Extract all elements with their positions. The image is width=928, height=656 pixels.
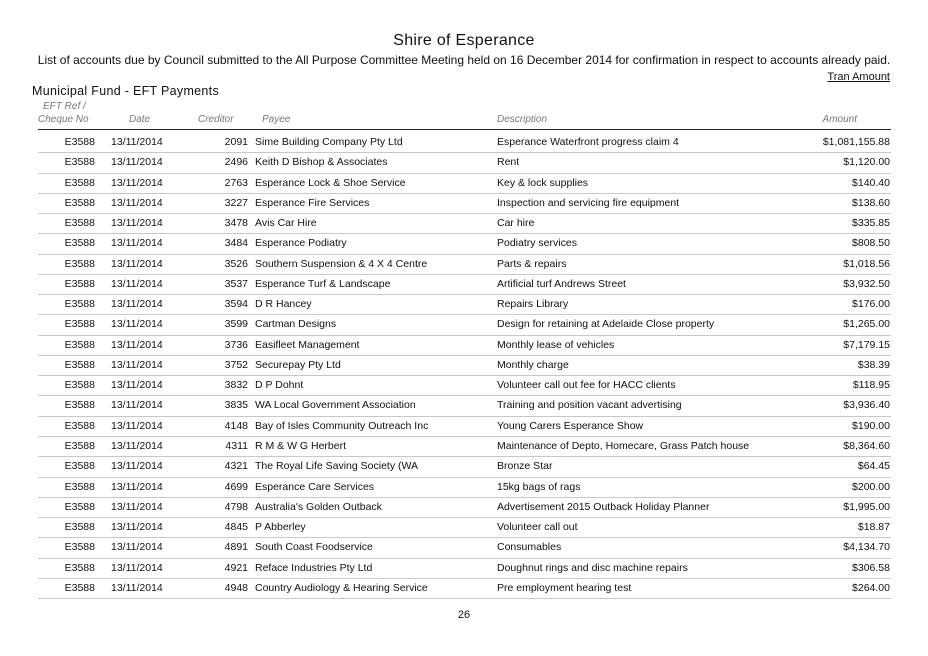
payee-cell: Easifleet Management xyxy=(255,338,360,351)
description-cell: Young Carers Esperance Show xyxy=(497,419,644,432)
cheque-no-cell: E3588 xyxy=(64,521,95,534)
cheque-no-cell: E3588 xyxy=(64,358,95,371)
date-cell: 13/11/2014 xyxy=(111,521,163,534)
creditor-cell: 3835 xyxy=(224,399,248,412)
payee-cell: Keith D Bishop & Associates xyxy=(255,156,388,169)
date-cell: 13/11/2014 xyxy=(111,196,163,209)
table-row xyxy=(0,579,928,599)
creditor-cell: 2091 xyxy=(224,136,248,148)
amount-cell: $7,179.15 xyxy=(843,338,890,351)
description-cell: Volunteer call out fee for HACC clients xyxy=(497,379,676,392)
cheque-no-cell: E3588 xyxy=(64,399,95,412)
cheque-no-cell: E3588 xyxy=(64,257,95,270)
creditor-cell: 3227 xyxy=(224,196,248,209)
table-row xyxy=(0,538,928,558)
amount-cell: $138.60 xyxy=(852,196,890,209)
payee-cell: Reface Industries Pty Ltd xyxy=(255,561,373,574)
cheque-no-cell: E3588 xyxy=(64,176,95,189)
amount-cell: $118.95 xyxy=(852,379,890,392)
cheque-no-cell: E3588 xyxy=(64,217,95,230)
table-row xyxy=(0,275,928,295)
amount-cell: $8,364.60 xyxy=(843,439,890,452)
cheque-no-cell: E3588 xyxy=(64,298,95,311)
creditor-cell: 4798 xyxy=(224,500,248,513)
amount-cell: $1,081,155.88 xyxy=(822,136,890,148)
tran-amount-label: Tran Amount xyxy=(827,71,890,83)
payee-cell: South Coast Foodservice xyxy=(255,541,373,554)
table-row xyxy=(0,559,928,579)
payee-cell: R M & W G Herbert xyxy=(255,439,347,452)
date-cell: 13/11/2014 xyxy=(111,399,163,412)
cheque-no-cell: E3588 xyxy=(64,318,95,331)
date-cell: 13/11/2014 xyxy=(111,257,163,270)
date-cell: 13/11/2014 xyxy=(111,500,163,513)
page-number: 26 xyxy=(457,609,471,621)
amount-cell: $1,120.00 xyxy=(843,156,890,169)
creditor-cell: 3484 xyxy=(224,237,248,250)
fund-heading: Municipal Fund - EFT Payments xyxy=(32,84,220,98)
date-cell: 13/11/2014 xyxy=(111,136,163,148)
date-cell: 13/11/2014 xyxy=(111,237,163,250)
cheque-no-cell: E3588 xyxy=(64,156,95,169)
cheque-no-cell: E3588 xyxy=(64,196,95,209)
payee-cell: Esperance Turf & Landscape xyxy=(255,277,391,290)
creditor-cell: 3752 xyxy=(224,358,248,371)
amount-cell: $200.00 xyxy=(852,480,890,493)
amount-cell: $335.85 xyxy=(852,217,890,230)
description-cell: Pre employment hearing test xyxy=(497,581,632,594)
date-cell: 13/11/2014 xyxy=(111,439,163,452)
column-header-amount: Amount xyxy=(822,114,857,125)
date-cell: 13/11/2014 xyxy=(111,277,163,290)
creditor-cell: 4321 xyxy=(224,460,248,473)
cheque-no-cell: E3588 xyxy=(64,419,95,432)
amount-cell: $306.58 xyxy=(852,561,890,574)
amount-cell: $64.45 xyxy=(857,460,890,473)
payee-cell: P Abberley xyxy=(255,521,306,534)
table-row xyxy=(0,133,928,153)
cheque-no-cell: E3588 xyxy=(64,237,95,250)
description-cell: Artificial turf Andrews Street xyxy=(497,277,626,290)
cheque-no-cell: E3588 xyxy=(64,338,95,351)
creditor-cell: 3526 xyxy=(224,257,248,270)
payee-cell: Southern Suspension & 4 X 4 Centre xyxy=(255,257,428,270)
date-cell: 13/11/2014 xyxy=(111,379,163,392)
creditor-cell: 4845 xyxy=(224,521,248,534)
page-title: Shire of Esperance xyxy=(393,32,535,49)
description-cell: Car hire xyxy=(497,217,535,230)
report-subtitle: List of accounts due by Council submitted to the All Purpose Committee Meeting held on 16 December 2014 for confirmation in respect to accounts already paid. xyxy=(37,53,891,67)
payee-cell: Esperance Care Services xyxy=(255,480,375,493)
table-row xyxy=(0,518,928,538)
cheque-no-cell: E3588 xyxy=(64,379,95,392)
table-row xyxy=(0,417,928,437)
payee-cell: D P Dohnt xyxy=(255,379,304,392)
description-cell: 15kg bags of rags xyxy=(497,480,581,493)
date-cell: 13/11/2014 xyxy=(111,358,163,371)
description-cell: Maintenance of Depto, Homecare, Grass Patch house xyxy=(497,439,750,452)
description-cell: Volunteer call out xyxy=(497,521,578,534)
amount-cell: $38.39 xyxy=(857,358,890,371)
amount-cell: $4,134.70 xyxy=(843,541,890,554)
date-cell: 13/11/2014 xyxy=(111,298,163,311)
amount-cell: $3,936.40 xyxy=(843,399,890,412)
creditor-cell: 3736 xyxy=(224,338,248,351)
column-header-date: Date xyxy=(129,114,151,125)
description-cell: Advertisement 2015 Outback Holiday Planner xyxy=(497,500,710,513)
payee-cell: Securepay Pty Ltd xyxy=(255,358,341,371)
payee-cell: WA Local Government Association xyxy=(255,399,416,412)
cheque-no-cell: E3588 xyxy=(64,541,95,554)
date-cell: 13/11/2014 xyxy=(111,480,163,493)
cheque-no-cell: E3588 xyxy=(64,561,95,574)
table-row xyxy=(0,194,928,214)
creditor-cell: 3832 xyxy=(224,379,248,392)
cheque-no-cell: E3588 xyxy=(64,136,95,148)
date-cell: 13/11/2014 xyxy=(111,338,163,351)
payee-cell: Esperance Fire Services xyxy=(255,196,370,209)
creditor-cell: 4921 xyxy=(224,561,248,574)
description-cell: Repairs Library xyxy=(497,298,569,311)
date-cell: 13/11/2014 xyxy=(111,460,163,473)
table-row xyxy=(0,234,928,254)
date-cell: 13/11/2014 xyxy=(111,541,163,554)
table-row xyxy=(0,214,928,234)
table-row xyxy=(0,315,928,335)
payee-cell: Sime Building Company Pty Ltd xyxy=(255,136,403,148)
table-row xyxy=(0,356,928,376)
payments-table-body xyxy=(0,133,928,599)
description-cell: Monthly lease of vehicles xyxy=(497,338,615,351)
table-row xyxy=(0,498,928,518)
creditor-cell: 3594 xyxy=(224,298,248,311)
table-row xyxy=(0,457,928,477)
creditor-cell: 3599 xyxy=(224,318,248,331)
date-cell: 13/11/2014 xyxy=(111,318,163,331)
date-cell: 13/11/2014 xyxy=(111,217,163,230)
description-cell: Podiatry services xyxy=(497,237,577,250)
table-row xyxy=(0,255,928,275)
amount-cell: $808.50 xyxy=(852,237,890,250)
payee-cell: Esperance Lock & Shoe Service xyxy=(255,176,406,189)
payee-cell: Avis Car Hire xyxy=(255,217,317,230)
amount-cell: $190.00 xyxy=(852,419,890,432)
creditor-cell: 2763 xyxy=(224,176,248,189)
description-cell: Parts & repairs xyxy=(497,257,567,270)
amount-cell: $140.40 xyxy=(852,176,890,189)
creditor-cell: 2496 xyxy=(224,156,248,169)
payee-cell: Australia's Golden Outback xyxy=(255,500,382,513)
table-row xyxy=(0,295,928,315)
description-cell: Training and position vacant advertising xyxy=(497,399,682,412)
table-row xyxy=(0,376,928,396)
creditor-cell: 4891 xyxy=(224,541,248,554)
table-row xyxy=(0,478,928,498)
creditor-cell: 3478 xyxy=(224,217,248,230)
date-cell: 13/11/2014 xyxy=(111,156,163,169)
creditor-cell: 4699 xyxy=(224,480,248,493)
cheque-no-cell: E3588 xyxy=(64,480,95,493)
description-cell: Monthly charge xyxy=(497,358,569,371)
description-cell: Bronze Star xyxy=(497,460,553,473)
table-row xyxy=(0,153,928,173)
column-header-creditor: Creditor xyxy=(198,114,234,125)
creditor-cell: 3537 xyxy=(224,277,248,290)
payee-cell: D R Hancey xyxy=(255,298,312,311)
description-cell: Inspection and servicing fire equipment xyxy=(497,196,680,209)
amount-cell: $18.87 xyxy=(857,521,890,534)
amount-cell: $264.00 xyxy=(852,581,890,594)
cheque-no-cell: E3588 xyxy=(64,439,95,452)
table-row xyxy=(0,174,928,194)
column-header-ref-line2: Cheque No xyxy=(38,114,89,125)
payee-cell: Cartman Designs xyxy=(255,318,337,331)
payee-cell: Country Audiology & Hearing Service xyxy=(255,581,428,594)
table-row xyxy=(0,336,928,356)
date-cell: 13/11/2014 xyxy=(111,176,163,189)
amount-cell: $3,932.50 xyxy=(843,277,890,290)
payee-cell: Esperance Podiatry xyxy=(255,237,347,250)
description-cell: Doughnut rings and disc machine repairs xyxy=(497,561,688,574)
description-cell: Consumables xyxy=(497,541,562,554)
amount-cell: $176.00 xyxy=(852,298,890,311)
date-cell: 13/11/2014 xyxy=(111,419,163,432)
cheque-no-cell: E3588 xyxy=(64,460,95,473)
column-header-payee: Payee xyxy=(262,114,291,125)
description-cell: Rent xyxy=(497,156,520,169)
table-row xyxy=(0,437,928,457)
payee-cell: Bay of Isles Community Outreach Inc xyxy=(255,419,429,432)
description-cell: Design for retaining at Adelaide Close property xyxy=(497,318,715,331)
date-cell: 13/11/2014 xyxy=(111,561,163,574)
amount-cell: $1,265.00 xyxy=(843,318,890,331)
cheque-no-cell: E3588 xyxy=(64,277,95,290)
cheque-no-cell: E3588 xyxy=(64,581,95,594)
description-cell: Esperance Waterfront progress claim 4 xyxy=(497,136,679,148)
creditor-cell: 4948 xyxy=(224,581,248,594)
amount-cell: $1,018.56 xyxy=(843,257,890,270)
table-row xyxy=(0,396,928,416)
description-cell: Key & lock supplies xyxy=(497,176,589,189)
creditor-cell: 4148 xyxy=(224,419,248,432)
payee-cell: The Royal Life Saving Society (WA xyxy=(255,460,419,473)
amount-cell: $1,995.00 xyxy=(843,500,890,513)
column-header-ref-line1: EFT Ref / xyxy=(43,101,86,112)
cheque-no-cell: E3588 xyxy=(64,500,95,513)
column-header-description: Description xyxy=(497,114,548,125)
date-cell: 13/11/2014 xyxy=(111,581,163,594)
creditor-cell: 4311 xyxy=(225,439,248,452)
header-divider xyxy=(38,129,891,130)
